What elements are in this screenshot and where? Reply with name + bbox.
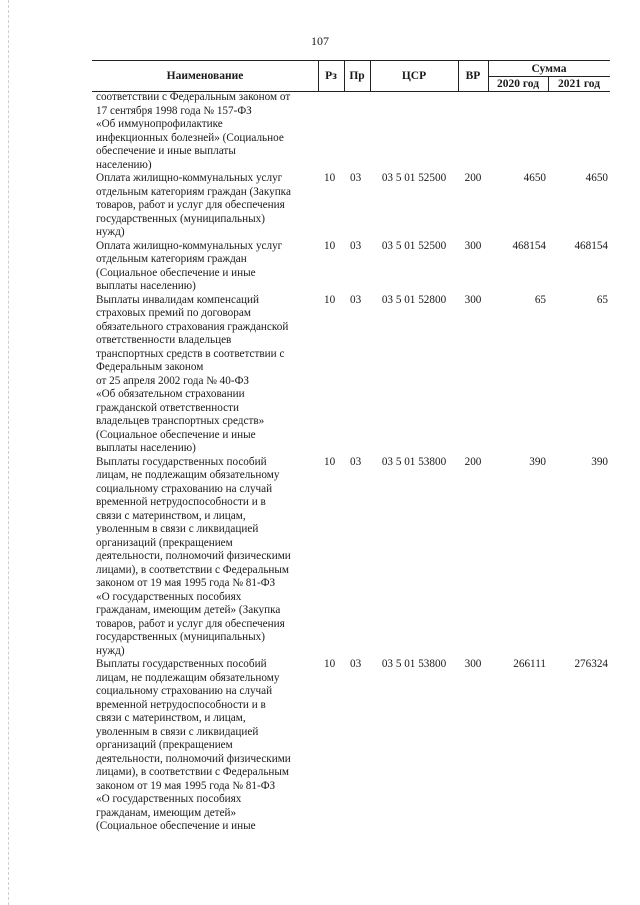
row-name bbox=[92, 658, 318, 834]
name-line: лицам, не подлежащим обязательному bbox=[96, 671, 280, 684]
table-rows bbox=[92, 172, 610, 834]
name-line: связи с материнством, и лицам, bbox=[96, 712, 246, 724]
cell-sum-2020: 65 bbox=[534, 293, 546, 306]
name-line: деятельности, полномочий физическими bbox=[96, 752, 291, 765]
cell-sum-2021: 468154 bbox=[574, 239, 608, 252]
cell-csr: 03 5 01 53800 bbox=[381, 658, 447, 670]
name-line: (Социальное обеспечение и иные bbox=[96, 266, 256, 279]
continuation-row bbox=[92, 91, 610, 172]
name-line: транспортных средств в соответствии с bbox=[96, 347, 285, 360]
name-line: инфекционных болезней» (Социальное bbox=[96, 131, 284, 144]
name-line: связи с материнством, и лицам, bbox=[96, 509, 246, 522]
name-line: временной нетрудоспособности и в bbox=[96, 496, 266, 508]
cell-sum-2020: 266111 bbox=[513, 658, 546, 670]
name-line: уволенным в связи с ликвидацией bbox=[96, 725, 259, 738]
table-row bbox=[92, 658, 610, 834]
name-line: «Об иммунопрофилактике bbox=[96, 118, 223, 130]
name-line: обеспечение и иные выплаты bbox=[96, 145, 236, 157]
name-line: лицами), в соответствии с Федеральным bbox=[96, 563, 290, 576]
continuation-text bbox=[92, 91, 318, 172]
header-pr: Пр bbox=[349, 70, 365, 82]
row-name bbox=[92, 172, 318, 240]
cell-sum-2020: 390 bbox=[529, 455, 546, 468]
cell-rz: 10 bbox=[324, 172, 336, 184]
cell-sum-2020: 468154 bbox=[512, 239, 546, 252]
table-header bbox=[92, 60, 610, 92]
name-line: страховых премий по договорам bbox=[96, 307, 251, 319]
name-line: нужд) bbox=[96, 226, 125, 238]
name-line: организаций (прекращением bbox=[96, 536, 233, 549]
name-line: отдельным категориям граждан bbox=[96, 253, 247, 265]
header-year-2021: 2021 год bbox=[557, 77, 601, 90]
name-line: Выплаты инвалидам компенсаций bbox=[96, 293, 259, 306]
cell-csr: 03 5 01 52500 bbox=[381, 239, 447, 252]
name-line: обязательного страхования гражданской bbox=[96, 320, 289, 333]
name-line: Выплаты государственных пособий bbox=[96, 455, 267, 468]
name-line: Оплата жилищно-коммунальных услуг bbox=[96, 239, 283, 252]
name-line: Федеральным законом bbox=[96, 361, 204, 373]
table-body bbox=[92, 91, 610, 834]
name-line: «О государственных пособиях bbox=[96, 590, 242, 603]
page-number: 107 bbox=[311, 34, 329, 48]
name-line: гражданам, имеющим детей» bbox=[96, 806, 237, 819]
name-line: «О государственных пособиях bbox=[96, 793, 242, 805]
table-row bbox=[92, 240, 610, 294]
name-line: гражданской ответственности bbox=[96, 401, 240, 414]
name-line: выплаты населению) bbox=[96, 442, 196, 454]
table-row bbox=[92, 294, 610, 456]
header-name: Наименование bbox=[166, 70, 244, 82]
name-line: Оплата жилищно-коммунальных услуг bbox=[96, 172, 283, 184]
cell-sum-2020: 4650 bbox=[523, 172, 546, 184]
name-line: Выплаты государственных пособий bbox=[96, 658, 267, 670]
name-line: 17 сентября 1998 года № 157-ФЗ bbox=[96, 104, 252, 117]
cell-pr: 03 bbox=[350, 293, 362, 306]
name-line: гражданам, имеющим детей» (Закупка bbox=[96, 604, 281, 616]
name-line: нужд) bbox=[96, 644, 125, 657]
row-name bbox=[92, 240, 318, 294]
name-line: лицами), в соответствии с Федеральным bbox=[96, 766, 290, 778]
name-line: соответствии с Федеральным законом от bbox=[96, 91, 291, 103]
cell-csr: 03 5 01 53800 bbox=[381, 455, 447, 468]
name-line: лицам, не подлежащим обязательному bbox=[96, 469, 280, 481]
row-name bbox=[92, 456, 318, 659]
name-line: временной нетрудоспособности и в bbox=[96, 698, 266, 711]
table-row bbox=[92, 456, 610, 659]
cell-vr: 300 bbox=[464, 239, 482, 252]
cell-rz: 10 bbox=[324, 239, 336, 252]
scan-margin-line bbox=[8, 0, 9, 905]
name-line: товаров, работ и услуг для обеспечения bbox=[96, 199, 285, 211]
header-rz: Рз bbox=[325, 70, 337, 82]
cell-csr: 03 5 01 52500 bbox=[381, 172, 447, 184]
name-line: ответственности владельцев bbox=[96, 334, 232, 346]
cell-sum-2021: 4650 bbox=[585, 172, 608, 184]
cell-pr: 03 bbox=[350, 172, 362, 184]
name-line: (Социальное обеспечение и иные bbox=[96, 820, 256, 832]
cell-vr: 300 bbox=[464, 658, 482, 670]
row-name bbox=[92, 294, 318, 456]
cell-sum-2021: 390 bbox=[591, 455, 608, 468]
cell-rz: 10 bbox=[324, 658, 336, 670]
name-line: «Об обязательном страховании bbox=[96, 388, 245, 400]
name-line: законом от 19 мая 1995 года № 81-ФЗ bbox=[96, 577, 276, 589]
cell-vr: 300 bbox=[464, 293, 482, 306]
name-line: выплаты населению) bbox=[96, 280, 196, 292]
table-row bbox=[92, 172, 610, 240]
cell-pr: 03 bbox=[350, 455, 362, 468]
name-line: уволенным в связи с ликвидацией bbox=[96, 523, 259, 535]
name-line: товаров, работ и услуг для обеспечения bbox=[96, 617, 285, 630]
header-year-2020: 2020 год bbox=[496, 77, 540, 90]
cell-vr: 200 bbox=[464, 455, 482, 468]
name-line: социальному страхованию на случай bbox=[96, 685, 273, 697]
name-line: законом от 19 мая 1995 года № 81-ФЗ bbox=[96, 779, 276, 792]
name-line: социальному страхованию на случай bbox=[96, 482, 273, 495]
name-line: отдельным категориям граждан (Закупка bbox=[96, 185, 291, 198]
header-sum: Сумма bbox=[531, 62, 567, 75]
cell-csr: 03 5 01 52800 bbox=[381, 293, 447, 306]
cell-pr: 03 bbox=[350, 658, 362, 670]
name-line: от 25 апреля 2002 года № 40-ФЗ bbox=[96, 374, 250, 387]
cell-rz: 10 bbox=[324, 293, 336, 306]
name-line: государственных (муниципальных) bbox=[96, 631, 265, 643]
cell-pr: 03 bbox=[350, 239, 362, 252]
cell-vr: 200 bbox=[464, 172, 482, 184]
cell-rz: 10 bbox=[324, 455, 336, 468]
name-line: владельцев транспортных средств» bbox=[96, 415, 265, 427]
cell-sum-2021: 276324 bbox=[574, 658, 608, 670]
header-vr: ВР bbox=[465, 70, 481, 82]
name-line: населению) bbox=[96, 158, 152, 171]
cell-sum-2021: 65 bbox=[596, 293, 608, 306]
header-csr: ЦСР bbox=[401, 70, 427, 82]
name-line: организаций (прекращением bbox=[96, 739, 233, 751]
name-line: (Социальное обеспечение и иные bbox=[96, 428, 256, 441]
name-line: деятельности, полномочий физическими bbox=[96, 550, 291, 562]
name-line: государственных (муниципальных) bbox=[96, 212, 265, 225]
